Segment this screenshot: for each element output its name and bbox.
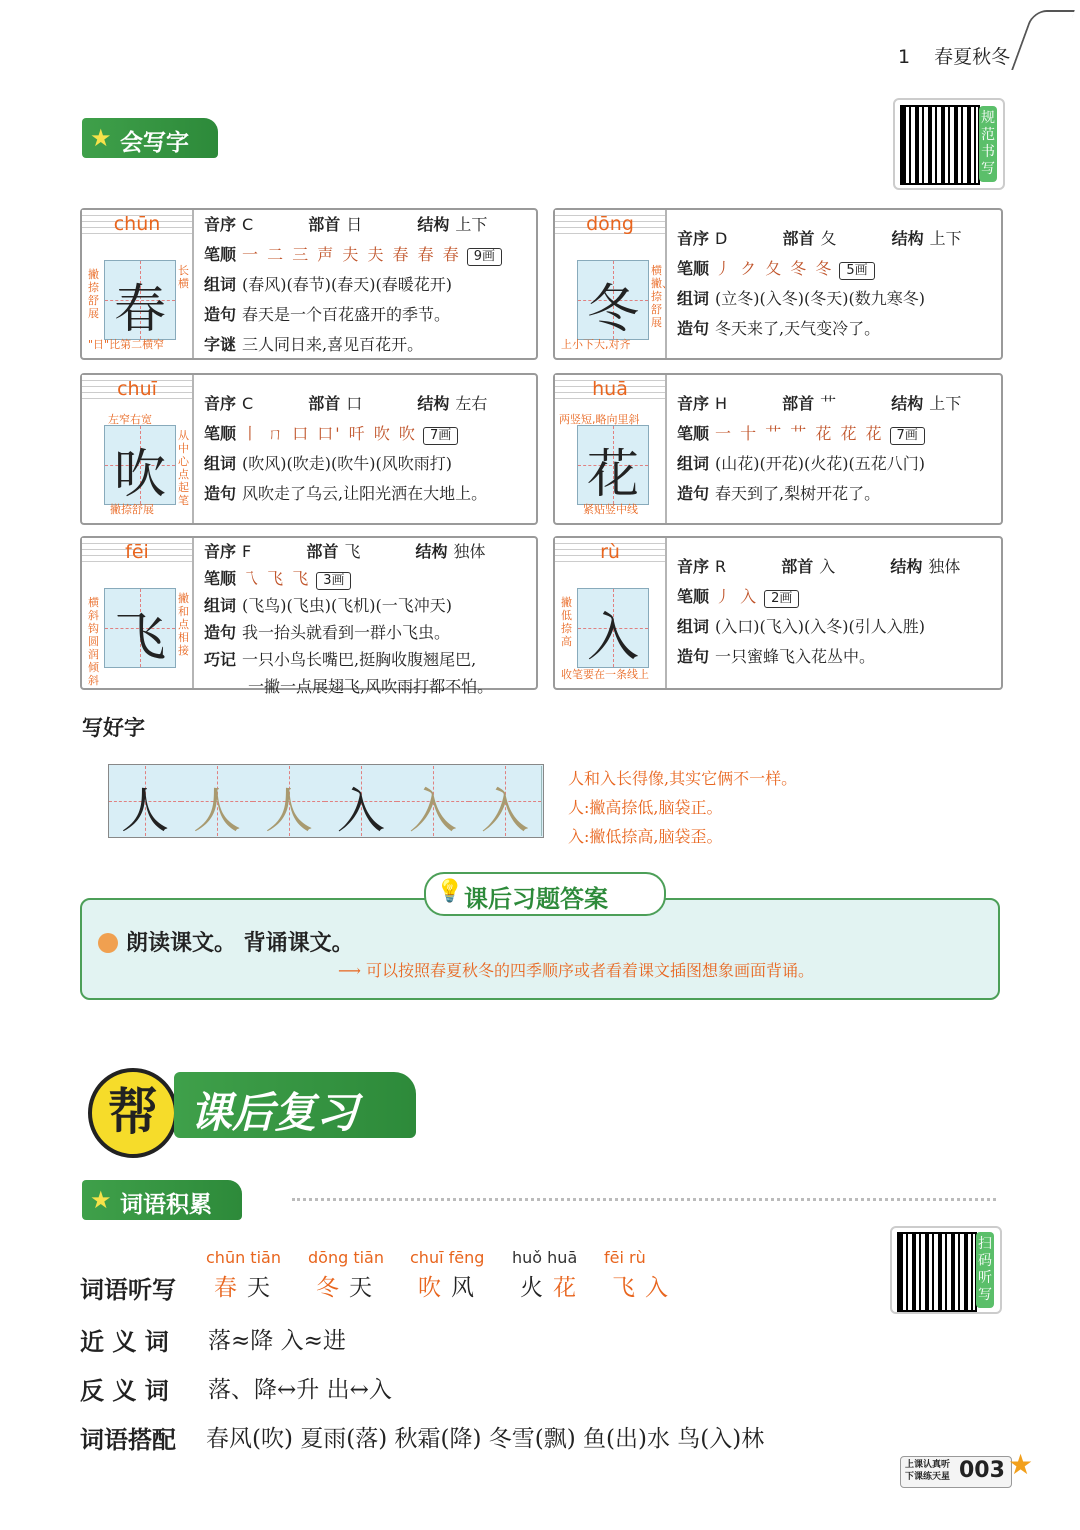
char-card-2 xyxy=(80,373,538,525)
char-card-4 xyxy=(80,536,538,696)
collocation-label: 词语搭配 xyxy=(80,1426,176,1454)
practice-char: 人 xyxy=(264,783,313,839)
char-grid xyxy=(577,260,649,340)
practice-cell xyxy=(253,766,326,839)
note-top: 两竖短,略向里斜 xyxy=(559,413,640,426)
stroke-order: 一 二 三 声 夫 夫 春 春 春 xyxy=(242,245,461,264)
practice-notes xyxy=(568,764,797,851)
collocation-values: 春风(吹) 夏雨(落) 秋霜(降) 冬雪(飘) 鱼(出)水 鸟(入)林 xyxy=(206,1426,765,1452)
synonym-values: 落≈降 入≈进 xyxy=(208,1328,346,1354)
big-char: 花 xyxy=(586,445,639,505)
note-right: 横撇、捺舒展 xyxy=(651,264,673,329)
help-badge: 帮 xyxy=(88,1068,178,1158)
memory-line: 一撇一点展翅飞,风吹雨打都不怕。 xyxy=(248,677,494,696)
char-info: 音序 F 部首 飞 结构 独体 笔顺 乁 飞 飞 3画 组词 (飞鸟)(飞虫)(飞机)(一飞冲天) 造句 我一抬头就看到一群小飞虫。 巧记 一只小鸟长嘴巴,挺胸收腹翘尾巴, 一撇一点展翅飞,风吹雨打都不怕。 xyxy=(204,542,494,696)
char-card-1 xyxy=(553,208,1003,360)
char-card-3 xyxy=(553,373,1003,525)
example-sentence: 一只蜜蜂飞入花丛中。 xyxy=(715,647,876,666)
dictation-pinyin: dōng tiān xyxy=(308,1248,384,1267)
big-char: 吹 xyxy=(113,445,166,505)
char-grid xyxy=(104,260,176,340)
order-value: H xyxy=(715,394,728,413)
structure-value: 上下 xyxy=(929,394,962,413)
dictation-char: 飞 xyxy=(612,1275,645,1301)
stroke-count: 5画 xyxy=(839,262,874,280)
dictation-pinyin: chūn tiān xyxy=(206,1248,281,1267)
practice-cell xyxy=(181,766,254,839)
char-card-5 xyxy=(553,536,1003,690)
word-list: (春风)(春节)(春天)(春暖花开) xyxy=(242,275,452,294)
pinyin: rù xyxy=(600,541,620,563)
structure-value: 上下 xyxy=(929,229,962,248)
note-bottom: "日"比第二横窄 xyxy=(88,338,165,351)
practice-note: 人和入长得像,其实它俩不一样。 xyxy=(568,769,798,788)
dictation-char: 风 xyxy=(451,1275,484,1301)
structure-value: 左右 xyxy=(455,394,488,413)
qr-code-writing[interactable] xyxy=(893,98,1005,190)
qr-label-bottom: 扫码听写 xyxy=(976,1232,994,1308)
radical-value: 飞 xyxy=(344,542,361,561)
answers-title: 💡 课后习题答案 xyxy=(424,872,666,916)
big-char: 入 xyxy=(586,608,639,668)
star-mascot-icon: ★ xyxy=(1008,1448,1034,1481)
lesson-number: 1 xyxy=(898,46,911,68)
note-left: 撇低捺高 xyxy=(561,596,572,648)
note-right: 长横 xyxy=(178,264,189,290)
practice-cell xyxy=(325,766,398,839)
qr-label-top: 规范书写 xyxy=(979,106,997,182)
order-value: C xyxy=(242,215,254,234)
dictation-label: 词语听写 xyxy=(80,1276,176,1304)
dictation-item xyxy=(308,1248,384,1302)
pinyin: dōng xyxy=(586,213,634,235)
order-value: F xyxy=(242,542,252,561)
section-title-vocab: ★ 词语积累 xyxy=(82,1180,242,1220)
note-bottom: 上小下大,对齐 xyxy=(561,338,631,351)
note-bottom: 紧贴竖中线 xyxy=(583,503,638,516)
example-sentence: 我一抬头就看到一群小飞虫。 xyxy=(242,623,451,642)
word-list: (山花)(开花)(火花)(五花八门) xyxy=(715,454,925,473)
pinyin: fēi xyxy=(125,541,149,563)
dictation-pinyin: chuī fēng xyxy=(410,1248,485,1267)
practice-note: 入:撇低捺高,脑袋歪。 xyxy=(568,827,723,846)
word-list: (吹风)(吹走)(吹牛)(风吹雨打) xyxy=(242,454,452,473)
qr-icon xyxy=(900,105,980,185)
big-char: 春 xyxy=(113,280,166,340)
memory-line: 三人同日来,喜见百花开。 xyxy=(242,335,424,354)
note-top: 左窄右宽 xyxy=(108,413,152,426)
antonym-label: 反 义 词 xyxy=(80,1377,169,1405)
dictation-item xyxy=(410,1248,484,1302)
note-right: 从中心点起笔 xyxy=(178,429,189,507)
page-number: 003 xyxy=(959,1458,1005,1483)
star-icon: ★ xyxy=(90,1186,112,1214)
lightbulb-icon: 💡 xyxy=(436,879,464,904)
pinyin: chuī xyxy=(117,378,157,400)
structure-value: 独体 xyxy=(928,557,961,576)
note-right: 撇和点相接 xyxy=(178,592,189,657)
radical-value: 日 xyxy=(346,215,363,234)
word-list: (飞鸟)(飞虫)(飞机)(一飞冲天) xyxy=(242,596,452,615)
dictation-char: 花 xyxy=(553,1275,586,1301)
char-grid xyxy=(104,425,176,505)
note-left: 横斜钩圆润倾斜 xyxy=(88,596,99,687)
practice-char: 入 xyxy=(480,783,529,839)
qr-icon xyxy=(897,1232,977,1312)
dictation-char: 天 xyxy=(247,1275,280,1301)
synonym-label: 近 义 词 xyxy=(80,1328,169,1356)
structure-value: 独体 xyxy=(453,542,486,561)
dictation-pinyin: huǒ huā xyxy=(512,1248,578,1267)
practice-char: 人 xyxy=(120,783,169,839)
star-icon: ★ xyxy=(90,124,112,152)
dictation-char: 冬 xyxy=(316,1275,349,1301)
stroke-count: 2画 xyxy=(764,590,799,608)
stroke-order: 丨 ㄇ 口 口' 吀 吹 吹 xyxy=(242,424,417,443)
radical-value: 口 xyxy=(346,394,363,413)
practice-char: 人 xyxy=(192,783,241,839)
stroke-count: 3画 xyxy=(316,572,351,590)
order-value: D xyxy=(715,229,728,248)
arrow-icon: ⟶ xyxy=(338,961,367,980)
dictation-char: 吹 xyxy=(418,1275,451,1301)
dictation-item xyxy=(206,1248,281,1302)
example-sentence: 春天是一个百花盛开的季节。 xyxy=(242,305,451,324)
dictation-char: 入 xyxy=(645,1275,678,1301)
example-sentence: 冬天来了,天气变冷了。 xyxy=(715,319,881,338)
pinyin: chūn xyxy=(113,213,161,235)
char-grid xyxy=(104,588,176,668)
page-corner xyxy=(1011,10,1075,70)
char-info: 音序 D 部首 夂 结构 上下 笔顺 丿 ク 夂 冬 冬 5画 组词 (立冬)(入冬)(冬天)(数九寒冬) 造句 冬天来了,天气变冷了。 xyxy=(677,229,962,338)
dictation-char: 天 xyxy=(349,1275,382,1301)
order-value: R xyxy=(715,557,727,576)
char-grid xyxy=(577,588,649,668)
char-info: 音序 H 部首 艹 结构 上下 笔顺 一 十 艹 艹 花 花 花 7画 组词 (山花)(开花)(火花)(五花八门) 造句 春天到了,梨树开花了。 xyxy=(677,394,962,503)
practice-cell xyxy=(469,766,542,839)
stroke-count: 9画 xyxy=(467,248,502,266)
word-list: (入口)(飞入)(入冬)(引人入胜) xyxy=(715,617,925,636)
big-char: 冬 xyxy=(586,280,639,340)
example-sentence: 风吹走了乌云,让阳光洒在大地上。 xyxy=(242,484,488,503)
big-char: 飞 xyxy=(113,608,166,668)
word-list: (立冬)(入冬)(冬天)(数九寒冬) xyxy=(715,289,925,308)
structure-value: 上下 xyxy=(455,215,488,234)
char-info: 音序 C 部首 口 结构 左右 笔顺 丨 ㄇ 口 口' 吀 吹 吹 7画 组词 (吹风)(吹走)(吹牛)(风吹雨打) 造句 风吹走了乌云,让阳光洒在大地上。 xyxy=(204,394,488,503)
char-info: 音序 C 部首 日 结构 上下 笔顺 一 二 三 声 夫 夫 春 春 春 9画 组词 (春风)(春节)(春天)(春暖花开) 造句 春天是一个百花盛开的季节。 字谜 三人同日来,喜见百花开。 xyxy=(204,210,530,360)
dictation-item xyxy=(512,1248,586,1302)
order-value: C xyxy=(242,394,254,413)
char-info: 音序 R 部首 入 结构 独体 笔顺 丿 入 2画 组词 (入口)(飞入)(入冬)(引人入胜) 造句 一只蜜蜂飞入花丛中。 xyxy=(677,557,961,666)
practice-char: 入 xyxy=(336,783,385,839)
memory-line: 一只小鸟长嘴巴,挺胸收腹翘尾巴, xyxy=(242,650,477,669)
practice-char: 入 xyxy=(408,783,457,839)
practice-cell xyxy=(109,766,182,839)
stroke-order: 丿 入 xyxy=(715,587,759,606)
dotted-divider xyxy=(292,1198,996,1201)
stroke-count: 7画 xyxy=(423,427,458,445)
dictation-pinyin: fēi rù xyxy=(604,1248,646,1267)
note-bottom: 收笔要在一条线上 xyxy=(561,668,649,681)
section-title-write-chars: ★ 会写字 xyxy=(82,118,218,158)
practice-note: 人:撇高捺低,脑袋正。 xyxy=(568,798,723,817)
review-banner: 课后复习 xyxy=(174,1072,416,1138)
pinyin: huā xyxy=(592,378,628,400)
antonym-values: 落、降↔升 出↔入 xyxy=(208,1377,392,1403)
radical-value: 夂 xyxy=(820,229,837,248)
radical-value: 艹 xyxy=(820,394,837,413)
stroke-order: 一 十 艹 艹 花 花 花 xyxy=(715,424,884,443)
answer-hint: ⟶ 可以按照春夏秋冬的四季顺序或者看着课文插图想象画面背诵。 xyxy=(338,961,815,980)
stroke-order: 乁 飞 飞 xyxy=(242,569,311,588)
task-icon xyxy=(98,933,118,953)
section-title-write-good: 写好字 xyxy=(82,716,145,740)
char-grid xyxy=(577,425,649,505)
dictation-item xyxy=(604,1248,678,1302)
qr-code-dictation[interactable] xyxy=(890,1226,1002,1314)
radical-value: 入 xyxy=(819,557,836,576)
dictation-char: 火 xyxy=(520,1275,553,1301)
stroke-count: 7画 xyxy=(890,427,925,445)
example-sentence: 春天到了,梨树开花了。 xyxy=(715,484,881,503)
lesson-header xyxy=(898,42,1010,69)
answer-task: 朗读课文。 背诵课文。 xyxy=(98,926,354,957)
stroke-order: 丿 ク 夂 冬 冬 xyxy=(715,259,834,278)
practice-cell xyxy=(397,766,470,839)
page-footer: 上课认真听 下课练天星 003 xyxy=(900,1456,1012,1488)
note-bottom: 撇捺舒展 xyxy=(110,503,154,516)
dictation-char: 春 xyxy=(214,1275,247,1301)
lesson-title: 春夏秋冬 xyxy=(934,46,1011,68)
char-card-0 xyxy=(80,208,538,360)
note-left: 撇捺舒展 xyxy=(88,268,99,320)
